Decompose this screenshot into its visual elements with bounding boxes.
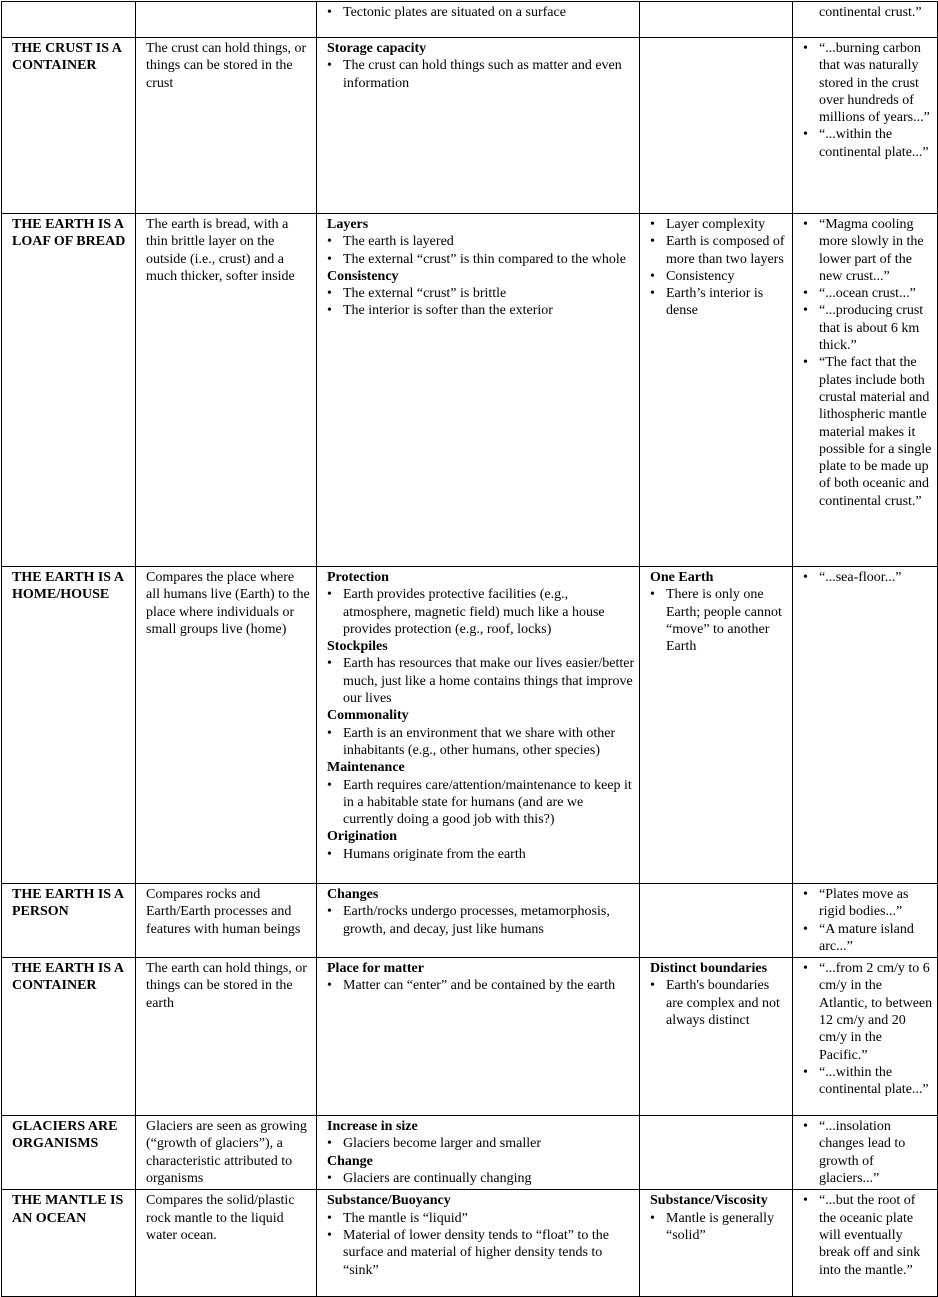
description-cell: Compares the place where all humans live (Earth) to the place where individuals or small groups live (home): [136, 567, 317, 884]
bullet-item: • Mantle is generally “solid”: [650, 1210, 788, 1245]
section-heading: Substance/Buoyancy: [327, 1193, 451, 1209]
bullet-item: • Earth provides protective facilities (e.g., atmosphere, magnetic field) much like a house provides protection (e.g., roof, locks): [327, 586, 635, 638]
example-quote: • “A mature island arc...”: [803, 921, 933, 956]
examples-cell: [793, 1116, 938, 1190]
example-quote: • “...ocean crust...”: [803, 285, 933, 302]
geoscience-cell: [317, 884, 640, 958]
bullet-list: [327, 57, 635, 92]
limitations-cell: [640, 1190, 793, 1297]
limitations-cell: [640, 214, 793, 567]
description-cell: Glaciers are seen as growing (“growth of glaciers”), a characteristic attributed to organisms: [136, 1116, 317, 1190]
example-list: [803, 569, 933, 586]
section-heading: Distinct boundaries: [650, 961, 768, 977]
description-cell: Compares the solid/plastic rock mantle to the liquid water ocean.: [136, 1190, 317, 1297]
bullet-item: • Humans originate from the earth: [327, 846, 635, 863]
section-heading: Storage capacity: [327, 41, 427, 56]
examples-cell: [793, 958, 938, 1116]
description-cell: The earth can hold things, or things can be stored in the earth: [136, 958, 317, 1116]
example-list: [803, 886, 933, 955]
bullet-item: • Earth is composed of more than two layers: [650, 233, 788, 268]
section-heading: Protection: [327, 570, 389, 585]
example-quote: • “...sea-floor...”: [803, 569, 933, 586]
section-heading: Origination: [327, 829, 398, 845]
bullet-item: • Earth has resources that make our lives easier/better much, just like a home contains things that improve our lives: [327, 655, 635, 707]
metaphor-cell: THE EARTH IS A PERSON: [2, 884, 136, 958]
table-row: [2, 1116, 938, 1190]
bullet-item: • Earth/rocks undergo processes, metamorphosis, growth, and decay, just like humans: [327, 903, 635, 938]
metaphor-cell: [2, 2, 136, 38]
bullet-item: • There is only one Earth; people cannot “move” to another Earth: [650, 586, 788, 655]
description-cell: Compares rocks and Earth/Earth processes and features with human beings: [136, 884, 317, 958]
limitations-cell: [640, 2, 793, 38]
geoscience-cell: [317, 958, 640, 1116]
example-quote: • “...within the continental plate...”: [803, 1064, 933, 1099]
table-row: [2, 1190, 938, 1297]
bullet-list: [327, 4, 635, 21]
example-quote: • “...producing crust that is about 6 km thick.”: [803, 302, 933, 354]
table-row: [2, 958, 938, 1116]
bullet-list: [327, 1170, 635, 1187]
example-quote: • “Plates move as rigid bodies...”: [803, 886, 933, 921]
examples-cell: [793, 2, 938, 38]
metaphor-cell: GLACIERS ARE ORGANISMS: [2, 1116, 136, 1190]
limitations-cell: [640, 1116, 793, 1190]
section-heading: Changes: [327, 887, 379, 902]
table-row: [2, 214, 938, 567]
geoscience-cell: [317, 567, 640, 884]
section-heading: Increase in size: [327, 1119, 418, 1135]
metaphor-cell: THE MANTLE IS AN OCEAN: [2, 1190, 136, 1297]
metaphor-cell: THE EARTH IS A CONTAINER: [2, 958, 136, 1116]
limitations-cell: [640, 884, 793, 958]
examples-cell: [793, 1190, 938, 1297]
bullet-item: • The interior is softer than the exterior: [327, 302, 635, 319]
limitations-cell: [640, 567, 793, 884]
section-heading: Maintenance: [327, 760, 405, 776]
description-cell: The earth is bread, with a thin brittle layer on the outside (i.e., crust) and a much thicker, softer inside: [136, 214, 317, 567]
section-heading: Change: [327, 1153, 373, 1169]
section-heading: Commonality: [327, 708, 409, 724]
table-row: [2, 2, 938, 38]
example-quote: • “...but the root of the oceanic plate will eventually break off and sink into the mantle.”: [803, 1192, 933, 1278]
bullet-item: • The external “crust” is thin compared to the whole: [327, 251, 635, 268]
bullet-list: [327, 903, 635, 938]
section-heading: Consistency: [327, 268, 399, 284]
example-quote: • “...within the continental plate...”: [803, 126, 933, 161]
bullet-item: • The mantle is “liquid”: [327, 1210, 635, 1227]
bullet-list: [327, 233, 635, 268]
metaphor-cell: THE CRUST IS A CONTAINER: [2, 38, 136, 214]
examples-cell: [793, 214, 938, 567]
bullet-list: [327, 1135, 635, 1152]
example-list: [803, 40, 933, 161]
geoscience-cell: [317, 2, 640, 38]
section-heading: Stockpiles: [327, 639, 388, 655]
section-heading: One Earth: [650, 570, 714, 585]
table-row: [2, 884, 938, 958]
metaphor-cell: THE EARTH IS A LOAF OF BREAD: [2, 214, 136, 567]
bullet-list: [650, 1210, 788, 1245]
bullet-item: • The external “crust” is brittle: [327, 285, 635, 302]
bullet-list: [327, 977, 635, 994]
geoscience-cell: [317, 214, 640, 567]
geoscience-cell: [317, 1116, 640, 1190]
bullet-item: • Earth is an environment that we share with other inhabitants (e.g., other humans, other species): [327, 725, 635, 760]
section-heading: Layers: [327, 217, 369, 232]
example-list: [803, 1118, 933, 1187]
bullet-list: [327, 725, 635, 760]
example-list: [803, 1192, 933, 1278]
example-quote: • “...insolation changes lead to growth of glaciers...”: [803, 1118, 933, 1187]
bullet-item: • The earth is layered: [327, 233, 635, 250]
bullet-list: [650, 216, 788, 320]
bullet-item: • Matter can “enter” and be contained by the earth: [327, 977, 635, 994]
example-quote: • “...burning carbon that was naturally stored in the crust over hundreds of millions of years...”: [803, 40, 933, 126]
bullet-item: • Earth’s interior is dense: [650, 285, 788, 320]
bullet-item: • Layer complexity: [650, 216, 788, 233]
examples-cell: [793, 567, 938, 884]
bullet-list: [327, 846, 635, 863]
description-cell: [136, 2, 317, 38]
geoscience-cell: [317, 1190, 640, 1297]
example-list: [803, 216, 933, 510]
bullet-item: • Tectonic plates are situated on a surface: [327, 4, 635, 21]
bullet-item: • Material of lower density tends to “float” to the surface and material of higher density tends to “sink”: [327, 1227, 635, 1279]
table-body: [2, 2, 938, 1297]
example-quote: • “...from 2 cm/y to 6 cm/y in the Atlantic, to between 12 cm/y and 20 cm/y in the Pacific.”: [803, 960, 933, 1064]
bullet-item: • Glaciers become larger and smaller: [327, 1135, 635, 1152]
examples-cell: [793, 884, 938, 958]
bullet-list: [650, 586, 788, 655]
bullet-list: [650, 977, 788, 1029]
section-heading: Place for matter: [327, 961, 424, 977]
geoscience-cell: [317, 38, 640, 214]
description-cell: The crust can hold things, or things can be stored in the crust: [136, 38, 317, 214]
bullet-item: • Earth requires care/attention/maintenance to keep it in a habitable state for humans (and are we currently doing a good job with this?): [327, 777, 635, 829]
table-row: [2, 567, 938, 884]
metaphor-table: [1, 1, 938, 1297]
limitations-cell: [640, 38, 793, 214]
bullet-list: [327, 777, 635, 829]
limitations-cell: [640, 958, 793, 1116]
bullet-item: • Consistency: [650, 268, 788, 285]
table-row: [2, 38, 938, 214]
bullet-item: • Glaciers are continually changing: [327, 1170, 635, 1187]
bullet-item: • The crust can hold things such as matter and even information: [327, 57, 635, 92]
example-continuation: continental crust.”: [819, 5, 922, 20]
examples-cell: [793, 38, 938, 214]
bullet-item: • Earth's boundaries are complex and not always distinct: [650, 977, 788, 1029]
bullet-list: [327, 285, 635, 320]
bullet-list: [327, 1210, 635, 1279]
example-list: [803, 960, 933, 1098]
section-heading: Substance/Viscosity: [650, 1193, 768, 1209]
example-quote: • “The fact that the plates include both crustal material and lithospheric mantle material makes it possible for a single plate to be made up of both oceanic and continental crust.”: [803, 354, 933, 510]
metaphor-cell: THE EARTH IS A HOME/HOUSE: [2, 567, 136, 884]
bullet-list: [327, 655, 635, 707]
bullet-list: [327, 586, 635, 638]
example-quote: • “Magma cooling more slowly in the lower part of the new crust...”: [803, 216, 933, 285]
